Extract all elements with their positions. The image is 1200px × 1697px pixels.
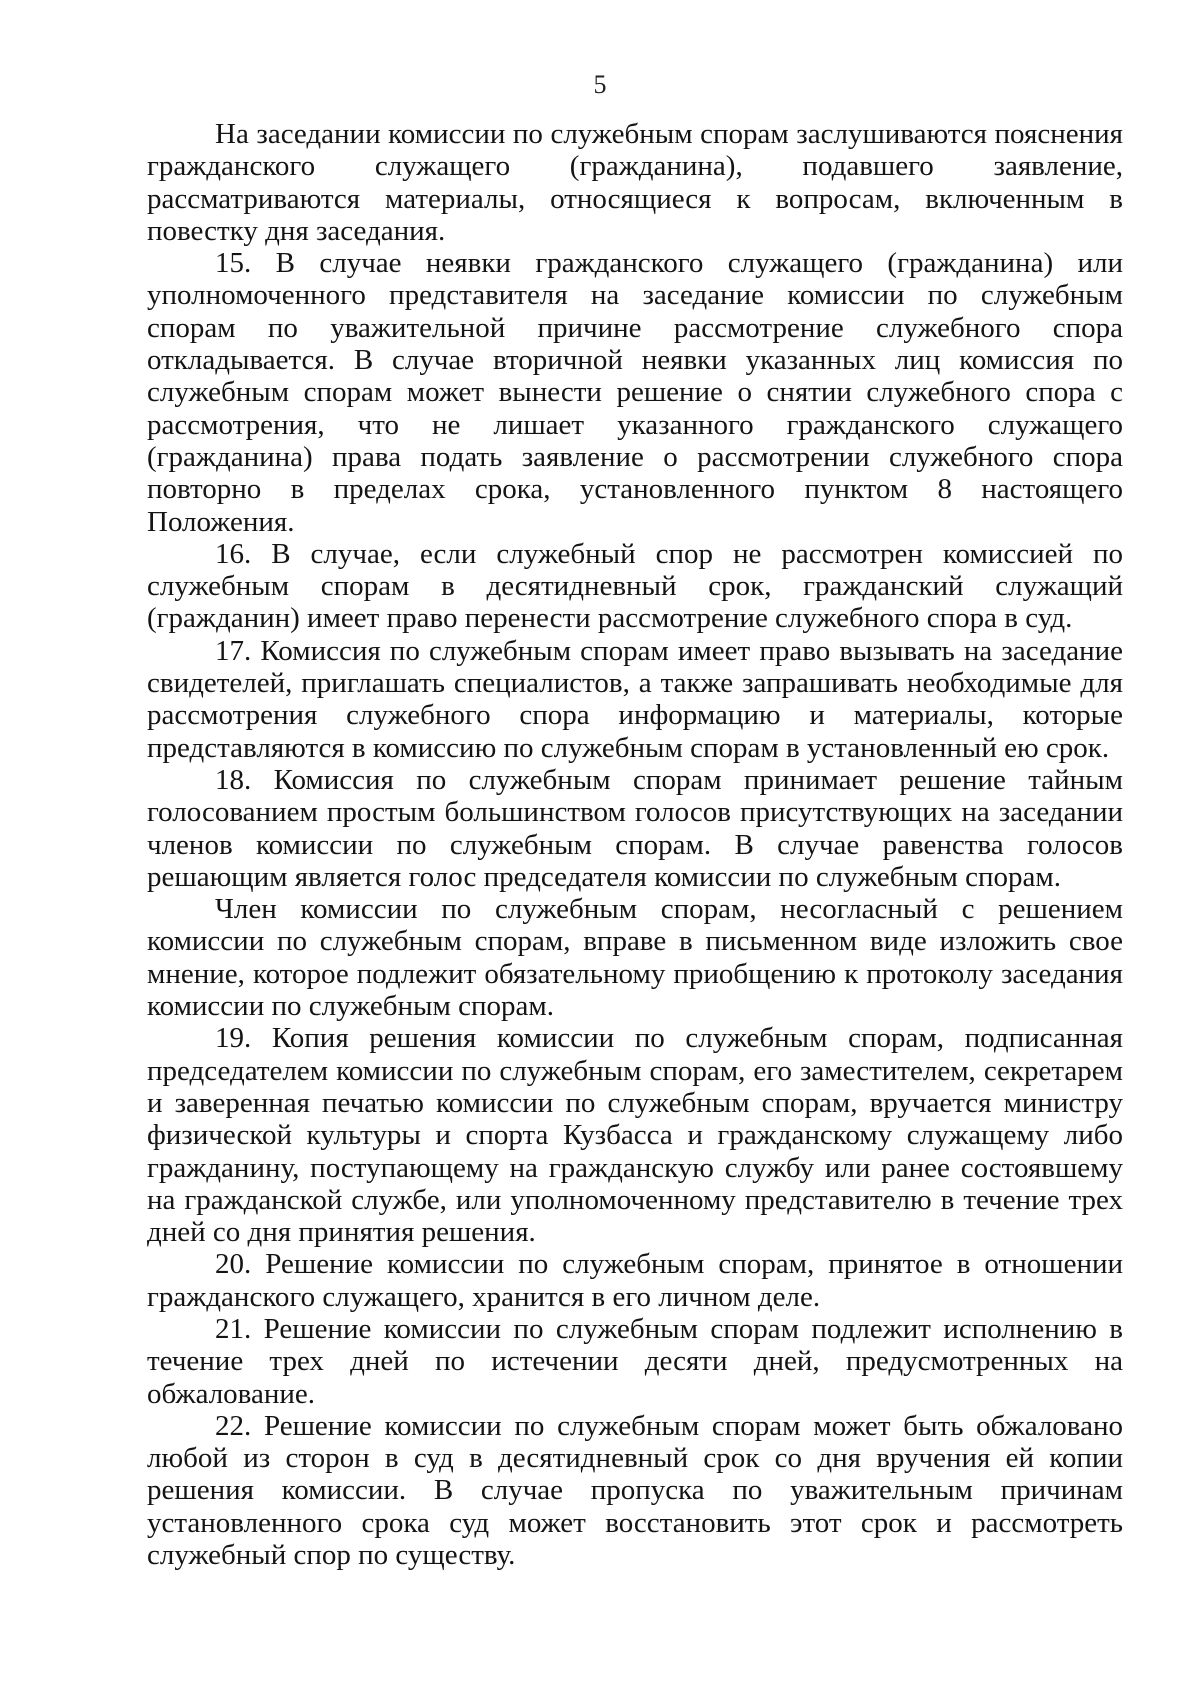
paragraph-20: 20. Решение комиссии по служебным спорам, принятое в отношении гражданского служащего, хранится в его личном деле. bbox=[147, 1248, 1123, 1313]
paragraph-16: 16. В случае, если служебный спор не рассмотрен комиссией по служебным спорам в десятидневный срок, гражданский служащий (гражданин) имеет право перенести рассмотрение служебного спора в суд. bbox=[147, 537, 1123, 635]
paragraph-15: 15. В случае неявки гражданского служащего (гражданина) или уполномоченного представителя на заседание комиссии по служебным спорам по уважительной причине рассмотрение служебного спора откладывается. В случае вторичной неявки указанных лиц комиссия по служебным спорам может вынести решение о снятии служебного спора с рассмотрения, что не лишает указанного гражданского служащего (гражданина) права подать заявление о рассмотрении служебного спора повторно в пределах срока, установленного пунктом 8 настоящего Положения. bbox=[147, 247, 1123, 538]
paragraph-19: 19. Копия решения комиссии по служебным спорам, подписанная председателем комиссии по служебным спорам, его заместителем, секретарем и заверенная печатью комиссии по служебным спорам, вручается министру физической культуры и спорта Кузбасса и гражданскому служащему либо гражданину, поступающему на гражданскую службу или ранее состоявшему на гражданской службе, или уполномоченному представителю в течение трех дней со дня принятия решения. bbox=[147, 1022, 1123, 1249]
document-body bbox=[147, 118, 1123, 1571]
paragraph-22: 22. Решение комиссии по служебным спорам может быть обжаловано любой из сторон в суд в десятидневный срок со дня вручения ей копии решения комиссии. В случае пропуска по уважительным причинам установленного срока суд может восстановить этот срок и рассмотреть служебный спор по существу. bbox=[147, 1409, 1123, 1572]
page-number: 5 bbox=[593, 70, 607, 99]
paragraph-21: 21. Решение комиссии по служебным спорам подлежит исполнению в течение трех дней по истечении десяти дней, предусмотренных на обжалование. bbox=[147, 1312, 1123, 1410]
paragraph-17: 17. Комиссия по служебным спорам имеет право вызывать на заседание свидетелей, приглашать специалистов, а также запрашивать необходимые для рассмотрения служебного спора информацию и материалы, которые представляются в комиссию по служебным спорам в установленный ею срок. bbox=[147, 634, 1123, 764]
paragraph-dissenting-opinion: Член комиссии по служебным спорам, несогласный с решением комиссии по служебным спорам, вправе в письменном виде изложить свое мнение, которое подлежит обязательному приобщению к протоколу заседания комиссии по служебным спорам. bbox=[147, 893, 1123, 1023]
paragraph-hearing: На заседании комиссии по служебным спорам заслушиваются пояснения гражданского служащего (гражданина), подавшего заявление, рассматриваются материалы, относящиеся к вопросам, включенным в повестку дня заседания. bbox=[147, 118, 1123, 247]
paragraph-18: 18. Комиссия по служебным спорам принимает решение тайным голосованием простым большинством голосов присутствующих на заседании членов комиссии по служебным спорам. В случае равенства голосов решающим является голос председателя комиссии по служебным спорам. bbox=[147, 763, 1123, 893]
